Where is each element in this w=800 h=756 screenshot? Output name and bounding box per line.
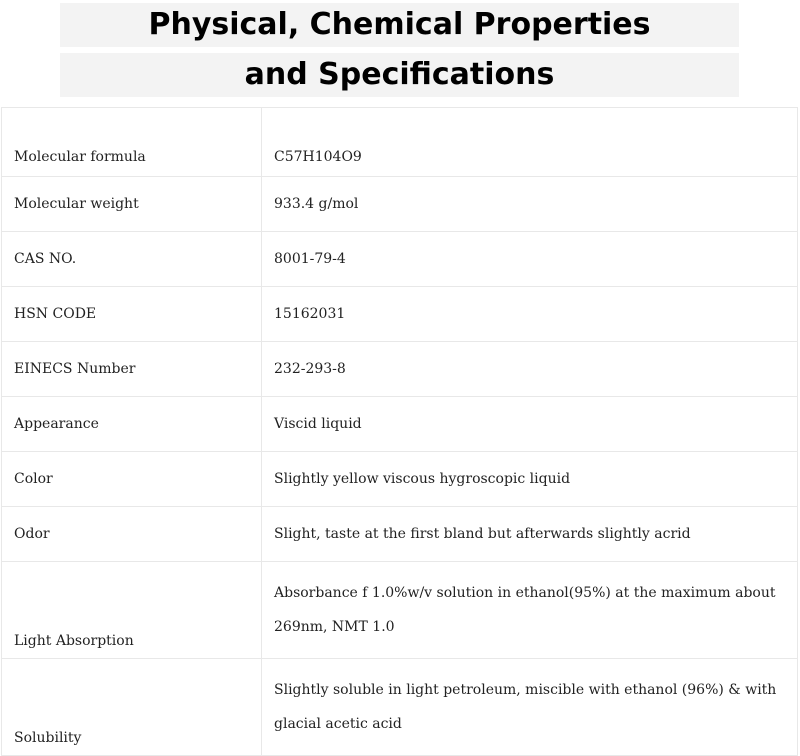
row-label: HSN CODE <box>2 287 262 342</box>
row-label: Solubility <box>2 659 262 756</box>
row-label: Appearance <box>2 397 262 452</box>
table-row-color <box>2 452 798 507</box>
specifications-table <box>1 107 798 756</box>
row-value: 232-293-8 <box>262 342 798 397</box>
table-row-solubility <box>2 659 798 756</box>
row-value: Slight, taste at the first bland but afterwards slightly acrid <box>262 507 798 562</box>
row-value: 8001-79-4 <box>262 232 798 287</box>
row-label: EINECS Number <box>2 342 262 397</box>
table-row-molecular-formula <box>2 108 798 177</box>
page-title-line-2: and Specifications <box>60 53 739 97</box>
row-value: Viscid liquid <box>262 397 798 452</box>
row-label: Color <box>2 452 262 507</box>
table-row-hsn-code <box>2 287 798 342</box>
table-row-odor <box>2 507 798 562</box>
table-row-molecular-weight <box>2 177 798 232</box>
row-value: Absorbance f 1.0%w/v solution in ethanol(95%) at the maximum about 269nm, NMT 1.0 <box>262 562 798 659</box>
table-row-einecs-number <box>2 342 798 397</box>
row-value: 933.4 g/mol <box>262 177 798 232</box>
table-row-light-absorption <box>2 562 798 659</box>
row-value: 15162031 <box>262 287 798 342</box>
page-title-line-1: Physical, Chemical Properties <box>60 3 739 47</box>
row-label: Molecular weight <box>2 177 262 232</box>
table-row-appearance <box>2 397 798 452</box>
table-row-cas-no <box>2 232 798 287</box>
row-label: Molecular formula <box>2 108 262 177</box>
row-value: Slightly yellow viscous hygroscopic liquid <box>262 452 798 507</box>
row-label: Odor <box>2 507 262 562</box>
row-value: Slightly soluble in light petroleum, miscible with ethanol (96%) & with glacial acetic acid <box>262 659 798 756</box>
row-label: CAS NO. <box>2 232 262 287</box>
row-label: Light Absorption <box>2 562 262 659</box>
row-value: C57H104O9 <box>262 108 798 177</box>
